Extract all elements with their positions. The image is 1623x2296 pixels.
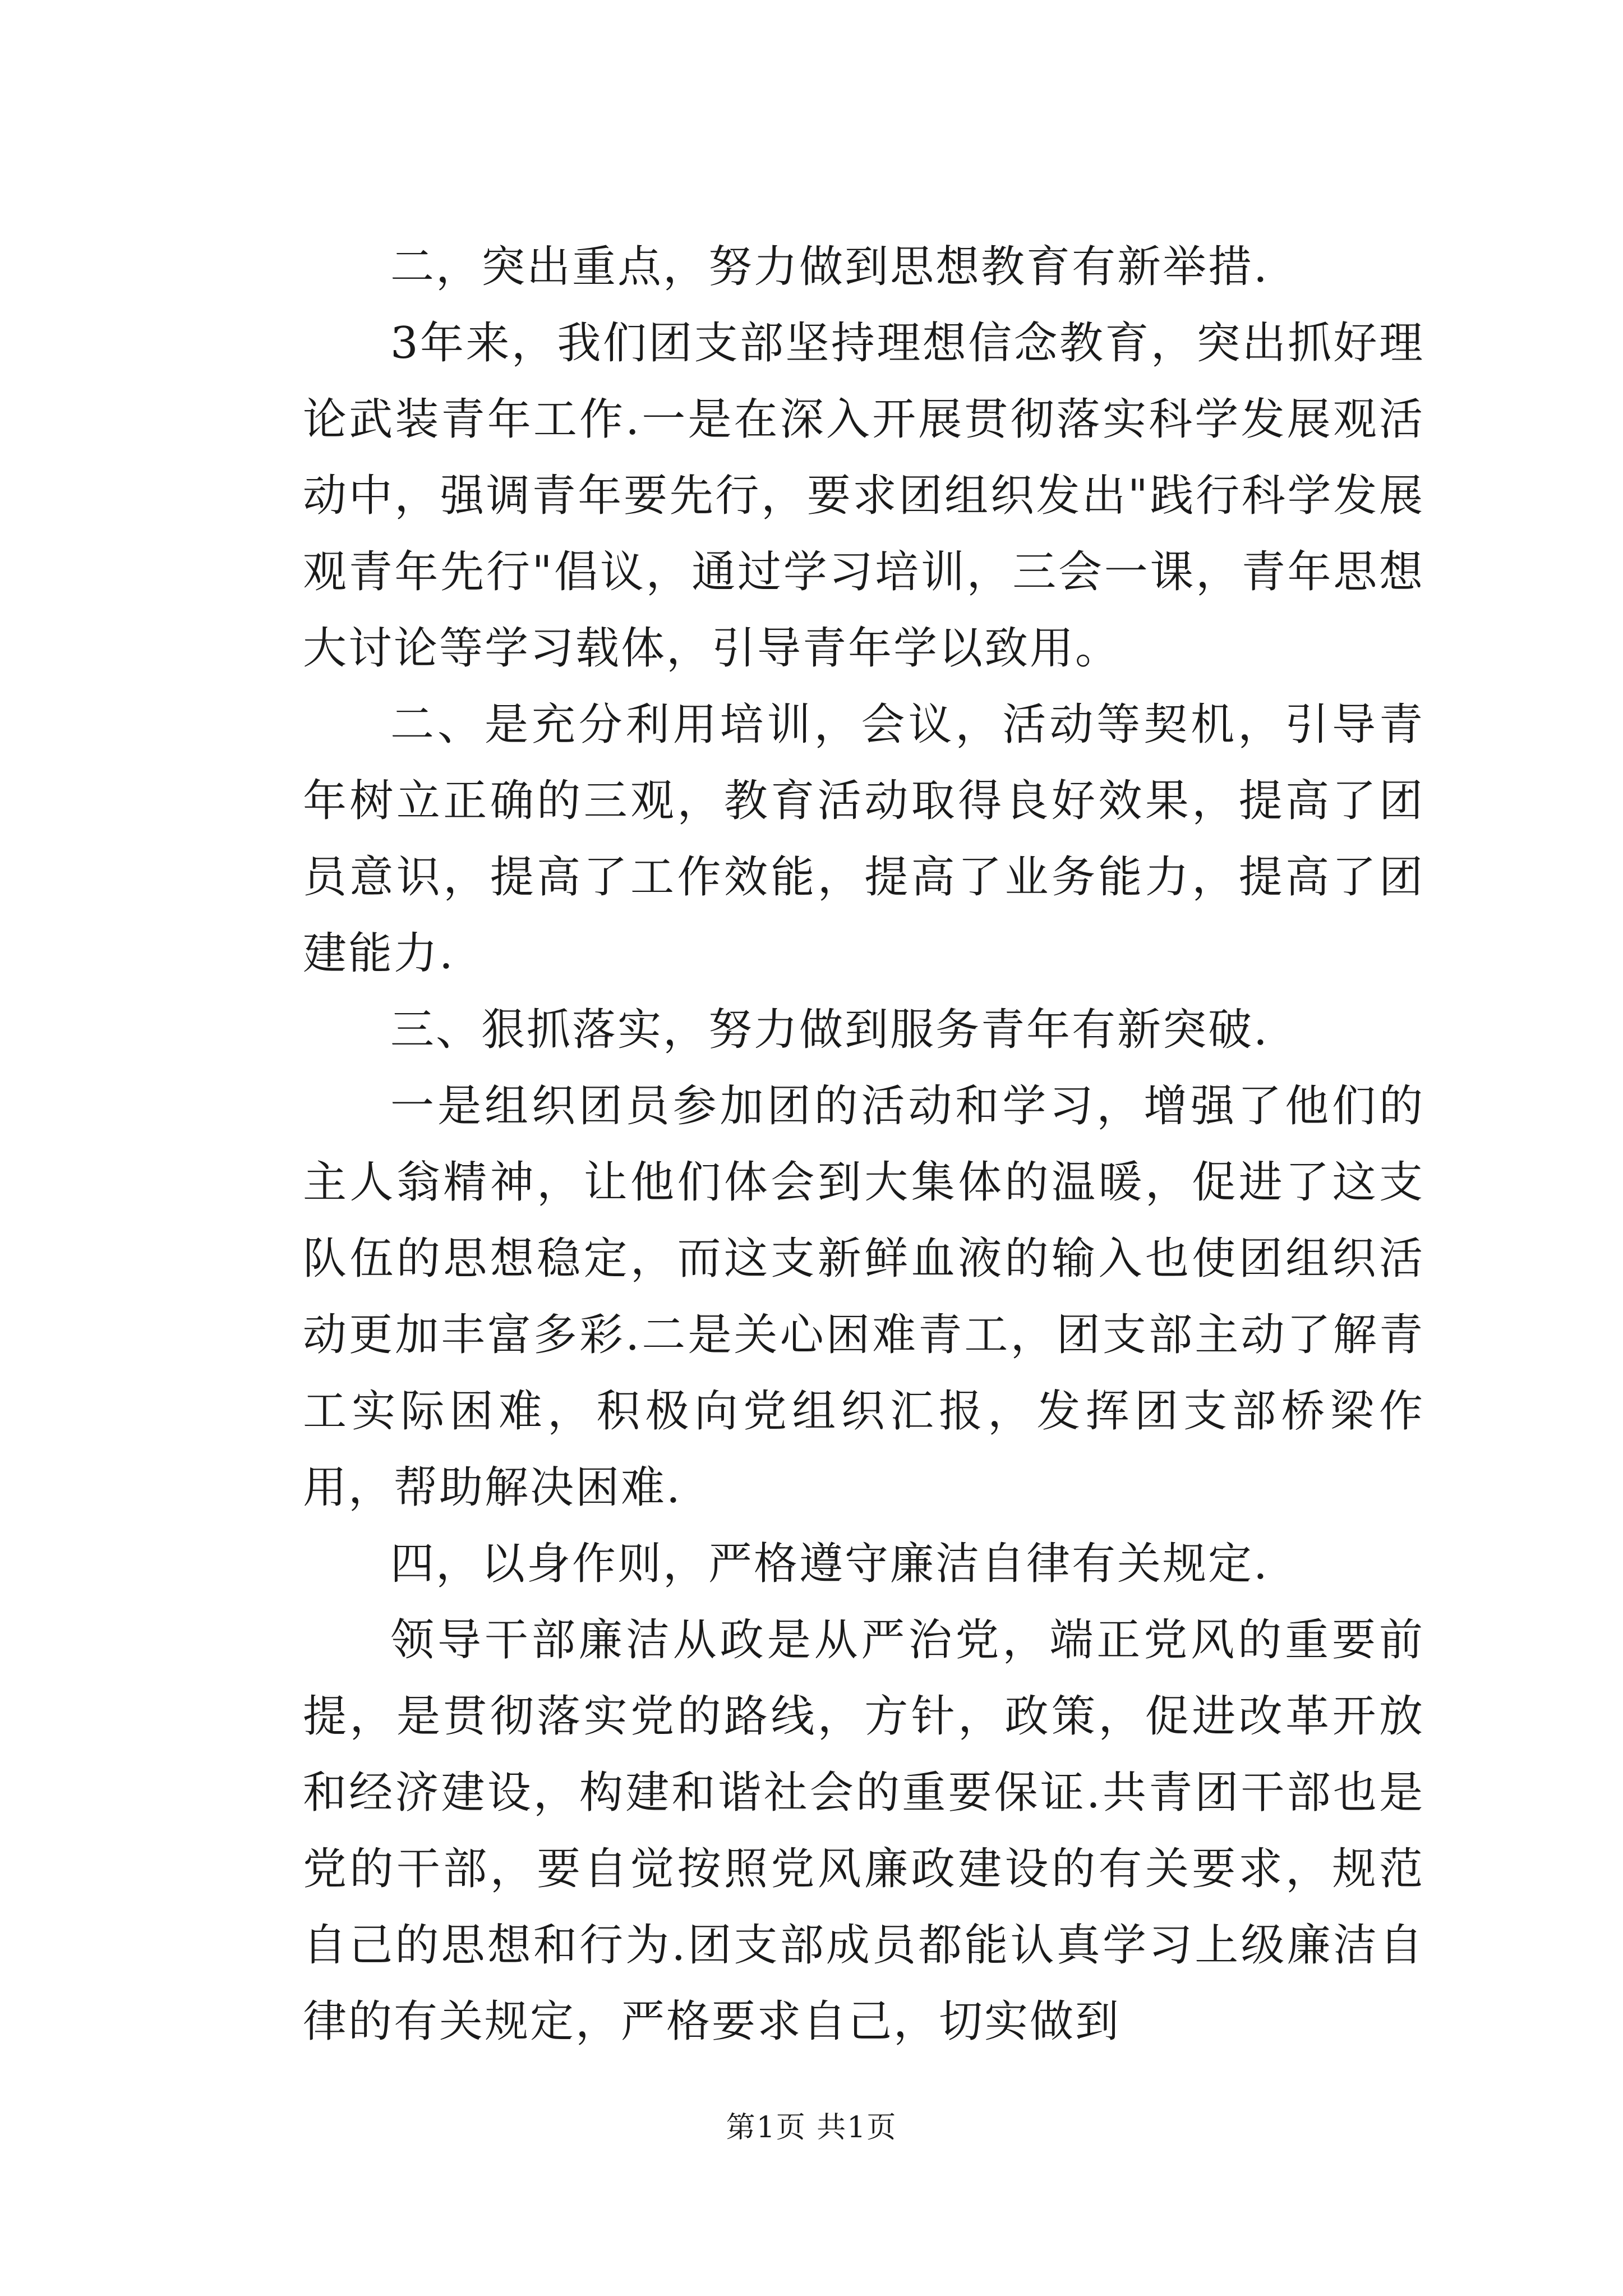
paragraph-serve-youth: 一是组织团员参加团的活动和学习，增强了他们的主人翁精神，让他们体会到大集体的温暖，促进了这支队伍的思想稳定，而这支新鲜血液的输入也使团组织活动更加丰富多彩.二是关心困难青工，团支部主动了解青工实际困难，积极向党组织汇报，发挥团支部桥梁作用，帮助解决困难. — [303, 1081, 1424, 1513]
paragraph-training-opportunities: 二、是充分利用培训，会议，活动等契机，引导青年树立正确的三观，教育活动取得良好效果，提高了团员意识，提高了工作效能，提高了业务能力，提高了团建能力. — [303, 700, 1424, 979]
page-footer: 第1页 共1页 — [726, 2111, 897, 2145]
paragraph-theory-education: 3年来，我们团支部坚持理想信念教育，突出抓好理论武装青年工作.一是在深入开展贯彻落实科学发展观活动中，强调青年要先行，要求团组织发出"践行科学发展观青年先行"倡议，通过学习培训，三会一课，青年思想大讨论等学习载体，引导青年学以致用。 — [303, 318, 1424, 674]
paragraph-integrity: 领导干部廉洁从政是从严治党，端正党风的重要前提，是贯彻落实党的路线，方针，政策，促进改革开放和经济建设，构建和谐社会的重要保证.共青团干部也是党的干部，要自觉按照党风廉政建设的有关要求，规范自己的思想和行为.团支部成员都能认真学习上级廉洁自律的有关规定，严格要求自己，切实做到 — [303, 1615, 1424, 2047]
section-heading-4: 四，以身作则，严格遵守廉洁自律有关规定. — [390, 1539, 1269, 1589]
section-heading-3: 三、狠抓落实，努力做到服务青年有新突破. — [390, 1005, 1269, 1055]
document-body — [303, 229, 1424, 2060]
section-heading-2: 二，突出重点，努力做到思想教育有新举措. — [390, 242, 1269, 292]
